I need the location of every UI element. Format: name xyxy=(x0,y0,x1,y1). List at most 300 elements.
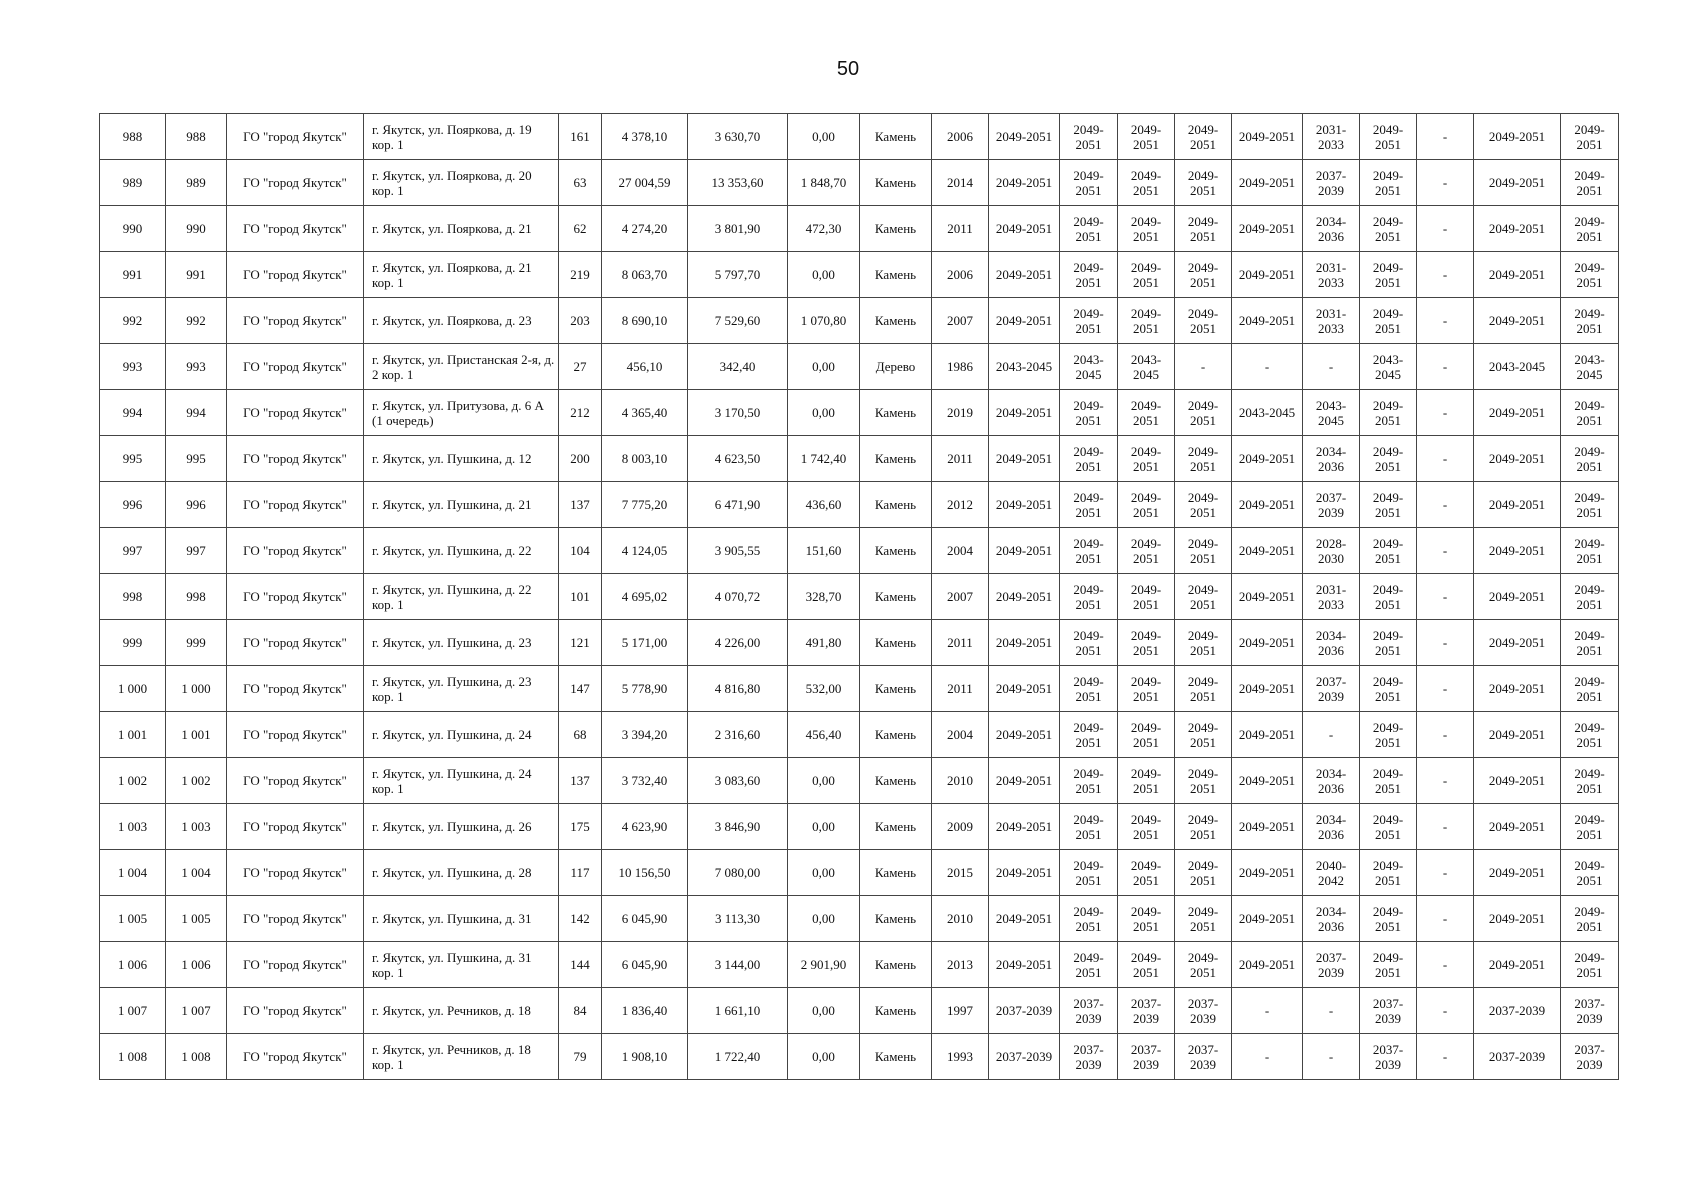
cell-wall-material: Камень xyxy=(860,390,932,436)
cell-registry-number: 989 xyxy=(166,160,227,206)
cell-nonresidential-area: 2 901,90 xyxy=(788,942,860,988)
cell-commissioning-year: 2006 xyxy=(932,114,989,160)
cell-row-index: 996 xyxy=(100,482,166,528)
cell-work-period-10: 2049-2051 xyxy=(1561,620,1619,666)
cell-work-period-3: 2049-2051 xyxy=(1118,896,1175,942)
cell-work-period-9: 2049-2051 xyxy=(1474,850,1561,896)
cell-wall-material: Камень xyxy=(860,896,932,942)
cell-municipality: ГО "город Якутск" xyxy=(227,758,364,804)
cell-work-period-8: - xyxy=(1417,666,1474,712)
cell-wall-material: Камень xyxy=(860,574,932,620)
cell-residents-count: 142 xyxy=(559,896,602,942)
cell-work-period-10: 2049-2051 xyxy=(1561,390,1619,436)
cell-work-period-6: - xyxy=(1303,1034,1360,1080)
cell-work-period-3: 2049-2051 xyxy=(1118,804,1175,850)
cell-work-period-4: 2049-2051 xyxy=(1175,252,1232,298)
cell-residents-count: 84 xyxy=(559,988,602,1034)
cell-residents-count: 137 xyxy=(559,758,602,804)
table-row xyxy=(100,620,1619,666)
cell-work-period-7: 2049-2051 xyxy=(1360,252,1417,298)
cell-work-period-1: 2049-2051 xyxy=(989,298,1060,344)
cell-work-period-7: 2043-2045 xyxy=(1360,344,1417,390)
cell-registry-number: 988 xyxy=(166,114,227,160)
cell-registry-number: 997 xyxy=(166,528,227,574)
cell-total-area: 27 004,59 xyxy=(602,160,688,206)
cell-work-period-4: - xyxy=(1175,344,1232,390)
cell-commissioning-year: 2019 xyxy=(932,390,989,436)
cell-nonresidential-area: 1 742,40 xyxy=(788,436,860,482)
cell-work-period-5: 2049-2051 xyxy=(1232,574,1303,620)
cell-work-period-10: 2049-2051 xyxy=(1561,712,1619,758)
cell-work-period-2: 2049-2051 xyxy=(1060,620,1118,666)
cell-address: г. Якутск, ул. Притузова, д. 6 А (1 очередь) xyxy=(364,390,559,436)
cell-work-period-6: 2031-2033 xyxy=(1303,574,1360,620)
cell-total-area: 4 124,05 xyxy=(602,528,688,574)
cell-work-period-2: 2049-2051 xyxy=(1060,574,1118,620)
cell-work-period-5: 2043-2045 xyxy=(1232,390,1303,436)
cell-work-period-3: 2049-2051 xyxy=(1118,390,1175,436)
cell-total-area: 8 003,10 xyxy=(602,436,688,482)
cell-work-period-6: 2034-2036 xyxy=(1303,436,1360,482)
cell-row-index: 988 xyxy=(100,114,166,160)
cell-work-period-3: 2049-2051 xyxy=(1118,160,1175,206)
cell-work-period-1: 2049-2051 xyxy=(989,114,1060,160)
cell-commissioning-year: 2004 xyxy=(932,712,989,758)
cell-wall-material: Камень xyxy=(860,758,932,804)
cell-wall-material: Камень xyxy=(860,666,932,712)
cell-residents-count: 79 xyxy=(559,1034,602,1080)
cell-nonresidential-area: 0,00 xyxy=(788,988,860,1034)
cell-total-area: 6 045,90 xyxy=(602,942,688,988)
cell-work-period-2: 2037-2039 xyxy=(1060,988,1118,1034)
cell-work-period-3: 2049-2051 xyxy=(1118,436,1175,482)
cell-work-period-6: 2037-2039 xyxy=(1303,942,1360,988)
table-row xyxy=(100,344,1619,390)
cell-total-area: 5 778,90 xyxy=(602,666,688,712)
cell-work-period-4: 2049-2051 xyxy=(1175,804,1232,850)
cell-nonresidential-area: 0,00 xyxy=(788,758,860,804)
cell-work-period-10: 2037-2039 xyxy=(1561,1034,1619,1080)
cell-residents-count: 147 xyxy=(559,666,602,712)
cell-work-period-8: - xyxy=(1417,160,1474,206)
cell-work-period-3: 2049-2051 xyxy=(1118,206,1175,252)
cell-address: г. Якутск, ул. Пояркова, д. 21 xyxy=(364,206,559,252)
table-row xyxy=(100,528,1619,574)
cell-work-period-9: 2049-2051 xyxy=(1474,390,1561,436)
cell-registry-number: 993 xyxy=(166,344,227,390)
cell-nonresidential-area: 0,00 xyxy=(788,114,860,160)
cell-nonresidential-area: 1 848,70 xyxy=(788,160,860,206)
cell-commissioning-year: 2011 xyxy=(932,436,989,482)
cell-work-period-3: 2049-2051 xyxy=(1118,574,1175,620)
cell-work-period-3: 2049-2051 xyxy=(1118,850,1175,896)
cell-work-period-5: 2049-2051 xyxy=(1232,528,1303,574)
cell-work-period-2: 2049-2051 xyxy=(1060,206,1118,252)
cell-work-period-1: 2049-2051 xyxy=(989,620,1060,666)
cell-work-period-9: 2037-2039 xyxy=(1474,1034,1561,1080)
cell-registry-number: 994 xyxy=(166,390,227,436)
cell-work-period-5: 2049-2051 xyxy=(1232,114,1303,160)
cell-nonresidential-area: 0,00 xyxy=(788,850,860,896)
cell-living-area: 5 797,70 xyxy=(688,252,788,298)
cell-work-period-1: 2049-2051 xyxy=(989,896,1060,942)
table-row xyxy=(100,574,1619,620)
cell-work-period-2: 2049-2051 xyxy=(1060,252,1118,298)
cell-wall-material: Камень xyxy=(860,206,932,252)
cell-nonresidential-area: 532,00 xyxy=(788,666,860,712)
cell-commissioning-year: 2006 xyxy=(932,252,989,298)
cell-work-period-3: 2049-2051 xyxy=(1118,252,1175,298)
cell-work-period-1: 2049-2051 xyxy=(989,574,1060,620)
cell-work-period-9: 2049-2051 xyxy=(1474,206,1561,252)
cell-nonresidential-area: 436,60 xyxy=(788,482,860,528)
cell-work-period-6: 2037-2039 xyxy=(1303,666,1360,712)
cell-work-period-10: 2049-2051 xyxy=(1561,252,1619,298)
cell-residents-count: 137 xyxy=(559,482,602,528)
cell-work-period-5: 2049-2051 xyxy=(1232,436,1303,482)
cell-work-period-10: 2049-2051 xyxy=(1561,758,1619,804)
cell-work-period-1: 2049-2051 xyxy=(989,206,1060,252)
cell-nonresidential-area: 151,60 xyxy=(788,528,860,574)
table-row xyxy=(100,758,1619,804)
cell-address: г. Якутск, ул. Пушкина, д. 31 xyxy=(364,896,559,942)
cell-address: г. Якутск, ул. Пушкина, д. 28 xyxy=(364,850,559,896)
cell-row-index: 1 003 xyxy=(100,804,166,850)
cell-work-period-9: 2049-2051 xyxy=(1474,436,1561,482)
cell-work-period-3: 2049-2051 xyxy=(1118,528,1175,574)
cell-address: г. Якутск, ул. Пушкина, д. 22 xyxy=(364,528,559,574)
cell-work-period-5: - xyxy=(1232,988,1303,1034)
cell-work-period-6: 2034-2036 xyxy=(1303,896,1360,942)
cell-work-period-8: - xyxy=(1417,620,1474,666)
cell-work-period-2: 2049-2051 xyxy=(1060,850,1118,896)
cell-living-area: 4 816,80 xyxy=(688,666,788,712)
cell-address: г. Якутск, ул. Пушкина, д. 26 xyxy=(364,804,559,850)
cell-work-period-9: 2049-2051 xyxy=(1474,482,1561,528)
cell-work-period-10: 2037-2039 xyxy=(1561,988,1619,1034)
cell-registry-number: 1 006 xyxy=(166,942,227,988)
cell-work-period-7: 2049-2051 xyxy=(1360,206,1417,252)
cell-work-period-1: 2049-2051 xyxy=(989,942,1060,988)
cell-work-period-2: 2043-2045 xyxy=(1060,344,1118,390)
cell-work-period-1: 2037-2039 xyxy=(989,1034,1060,1080)
cell-work-period-3: 2049-2051 xyxy=(1118,758,1175,804)
cell-work-period-6: 2034-2036 xyxy=(1303,758,1360,804)
cell-living-area: 13 353,60 xyxy=(688,160,788,206)
cell-work-period-8: - xyxy=(1417,344,1474,390)
cell-address: г. Якутск, ул. Пушкина, д. 22 кор. 1 xyxy=(364,574,559,620)
cell-work-period-2: 2049-2051 xyxy=(1060,390,1118,436)
cell-work-period-7: 2037-2039 xyxy=(1360,1034,1417,1080)
cell-work-period-9: 2049-2051 xyxy=(1474,758,1561,804)
cell-work-period-10: 2049-2051 xyxy=(1561,528,1619,574)
table-row xyxy=(100,804,1619,850)
cell-total-area: 5 171,00 xyxy=(602,620,688,666)
cell-work-period-2: 2049-2051 xyxy=(1060,712,1118,758)
table-row xyxy=(100,114,1619,160)
cell-total-area: 4 378,10 xyxy=(602,114,688,160)
cell-work-period-1: 2049-2051 xyxy=(989,666,1060,712)
cell-living-area: 7 529,60 xyxy=(688,298,788,344)
cell-address: г. Якутск, ул. Пушкина, д. 23 кор. 1 xyxy=(364,666,559,712)
cell-row-index: 1 007 xyxy=(100,988,166,1034)
cell-municipality: ГО "город Якутск" xyxy=(227,298,364,344)
cell-work-period-10: 2049-2051 xyxy=(1561,666,1619,712)
cell-registry-number: 992 xyxy=(166,298,227,344)
cell-work-period-9: 2049-2051 xyxy=(1474,298,1561,344)
cell-row-index: 1 002 xyxy=(100,758,166,804)
cell-registry-number: 998 xyxy=(166,574,227,620)
cell-nonresidential-area: 0,00 xyxy=(788,390,860,436)
cell-work-period-5: 2049-2051 xyxy=(1232,160,1303,206)
cell-total-area: 3 394,20 xyxy=(602,712,688,758)
cell-work-period-5: - xyxy=(1232,1034,1303,1080)
cell-work-period-5: 2049-2051 xyxy=(1232,804,1303,850)
cell-residents-count: 101 xyxy=(559,574,602,620)
cell-row-index: 1 004 xyxy=(100,850,166,896)
cell-work-period-6: - xyxy=(1303,344,1360,390)
cell-municipality: ГО "город Якутск" xyxy=(227,160,364,206)
cell-work-period-2: 2037-2039 xyxy=(1060,1034,1118,1080)
cell-commissioning-year: 1993 xyxy=(932,1034,989,1080)
cell-residents-count: 212 xyxy=(559,390,602,436)
table-row xyxy=(100,436,1619,482)
cell-residents-count: 200 xyxy=(559,436,602,482)
cell-municipality: ГО "город Якутск" xyxy=(227,712,364,758)
cell-work-period-4: 2049-2051 xyxy=(1175,712,1232,758)
cell-commissioning-year: 2007 xyxy=(932,298,989,344)
table-row xyxy=(100,298,1619,344)
cell-work-period-3: 2049-2051 xyxy=(1118,482,1175,528)
cell-municipality: ГО "город Якутск" xyxy=(227,942,364,988)
cell-work-period-9: 2049-2051 xyxy=(1474,712,1561,758)
cell-work-period-4: 2049-2051 xyxy=(1175,620,1232,666)
cell-work-period-5: - xyxy=(1232,344,1303,390)
cell-work-period-7: 2049-2051 xyxy=(1360,528,1417,574)
cell-address: г. Якутск, ул. Пояркова, д. 23 xyxy=(364,298,559,344)
cell-address: г. Якутск, ул. Пояркова, д. 20 кор. 1 xyxy=(364,160,559,206)
cell-row-index: 1 000 xyxy=(100,666,166,712)
cell-work-period-4: 2049-2051 xyxy=(1175,482,1232,528)
cell-row-index: 992 xyxy=(100,298,166,344)
cell-address: г. Якутск, ул. Пушкина, д. 31 кор. 1 xyxy=(364,942,559,988)
cell-work-period-6: 2037-2039 xyxy=(1303,482,1360,528)
cell-work-period-7: 2049-2051 xyxy=(1360,666,1417,712)
cell-work-period-8: - xyxy=(1417,390,1474,436)
cell-work-period-7: 2037-2039 xyxy=(1360,988,1417,1034)
cell-wall-material: Дерево xyxy=(860,344,932,390)
cell-work-period-9: 2049-2051 xyxy=(1474,666,1561,712)
cell-commissioning-year: 2010 xyxy=(932,758,989,804)
cell-work-period-4: 2049-2051 xyxy=(1175,850,1232,896)
cell-work-period-10: 2049-2051 xyxy=(1561,804,1619,850)
cell-work-period-8: - xyxy=(1417,206,1474,252)
cell-nonresidential-area: 472,30 xyxy=(788,206,860,252)
cell-work-period-3: 2037-2039 xyxy=(1118,1034,1175,1080)
cell-registry-number: 995 xyxy=(166,436,227,482)
cell-living-area: 1 661,10 xyxy=(688,988,788,1034)
cell-work-period-10: 2049-2051 xyxy=(1561,114,1619,160)
cell-work-period-8: - xyxy=(1417,574,1474,620)
cell-work-period-7: 2049-2051 xyxy=(1360,160,1417,206)
cell-work-period-4: 2049-2051 xyxy=(1175,896,1232,942)
cell-wall-material: Камень xyxy=(860,988,932,1034)
cell-work-period-1: 2049-2051 xyxy=(989,712,1060,758)
cell-work-period-1: 2049-2051 xyxy=(989,804,1060,850)
cell-living-area: 2 316,60 xyxy=(688,712,788,758)
cell-work-period-8: - xyxy=(1417,942,1474,988)
cell-commissioning-year: 2011 xyxy=(932,206,989,252)
cell-total-area: 8 690,10 xyxy=(602,298,688,344)
table-row xyxy=(100,252,1619,298)
cell-work-period-2: 2049-2051 xyxy=(1060,436,1118,482)
cell-total-area: 4 365,40 xyxy=(602,390,688,436)
cell-total-area: 4 695,02 xyxy=(602,574,688,620)
cell-address: г. Якутск, ул. Речников, д. 18 кор. 1 xyxy=(364,1034,559,1080)
cell-nonresidential-area: 1 070,80 xyxy=(788,298,860,344)
cell-living-area: 3 170,50 xyxy=(688,390,788,436)
cell-work-period-6: - xyxy=(1303,712,1360,758)
page-number: 50 xyxy=(836,58,860,80)
cell-municipality: ГО "город Якутск" xyxy=(227,390,364,436)
cell-nonresidential-area: 491,80 xyxy=(788,620,860,666)
cell-work-period-8: - xyxy=(1417,482,1474,528)
housing-registry-table xyxy=(99,113,1619,1080)
cell-registry-number: 991 xyxy=(166,252,227,298)
cell-work-period-6: 2034-2036 xyxy=(1303,206,1360,252)
cell-address: г. Якутск, ул. Пушкина, д. 21 xyxy=(364,482,559,528)
cell-residents-count: 144 xyxy=(559,942,602,988)
cell-work-period-4: 2037-2039 xyxy=(1175,988,1232,1034)
cell-work-period-9: 2049-2051 xyxy=(1474,804,1561,850)
cell-municipality: ГО "город Якутск" xyxy=(227,436,364,482)
cell-registry-number: 1 004 xyxy=(166,850,227,896)
cell-work-period-7: 2049-2051 xyxy=(1360,942,1417,988)
cell-work-period-9: 2049-2051 xyxy=(1474,574,1561,620)
cell-work-period-8: - xyxy=(1417,804,1474,850)
cell-living-area: 4 623,50 xyxy=(688,436,788,482)
cell-work-period-4: 2049-2051 xyxy=(1175,666,1232,712)
cell-commissioning-year: 2015 xyxy=(932,850,989,896)
cell-work-period-10: 2049-2051 xyxy=(1561,574,1619,620)
table-row xyxy=(100,942,1619,988)
cell-work-period-4: 2049-2051 xyxy=(1175,298,1232,344)
cell-living-area: 3 144,00 xyxy=(688,942,788,988)
cell-row-index: 1 005 xyxy=(100,896,166,942)
cell-work-period-7: 2049-2051 xyxy=(1360,574,1417,620)
cell-wall-material: Камень xyxy=(860,436,932,482)
cell-work-period-4: 2049-2051 xyxy=(1175,160,1232,206)
cell-work-period-2: 2049-2051 xyxy=(1060,160,1118,206)
cell-work-period-9: 2049-2051 xyxy=(1474,252,1561,298)
cell-work-period-5: 2049-2051 xyxy=(1232,942,1303,988)
cell-nonresidential-area: 0,00 xyxy=(788,252,860,298)
cell-work-period-10: 2049-2051 xyxy=(1561,942,1619,988)
cell-work-period-7: 2049-2051 xyxy=(1360,758,1417,804)
cell-work-period-4: 2049-2051 xyxy=(1175,206,1232,252)
cell-municipality: ГО "город Якутск" xyxy=(227,1034,364,1080)
cell-work-period-7: 2049-2051 xyxy=(1360,482,1417,528)
cell-work-period-2: 2049-2051 xyxy=(1060,758,1118,804)
cell-work-period-1: 2049-2051 xyxy=(989,160,1060,206)
cell-work-period-2: 2049-2051 xyxy=(1060,114,1118,160)
cell-work-period-5: 2049-2051 xyxy=(1232,298,1303,344)
cell-registry-number: 1 001 xyxy=(166,712,227,758)
cell-commissioning-year: 2014 xyxy=(932,160,989,206)
cell-work-period-6: 2031-2033 xyxy=(1303,252,1360,298)
cell-work-period-8: - xyxy=(1417,712,1474,758)
cell-nonresidential-area: 328,70 xyxy=(788,574,860,620)
cell-work-period-2: 2049-2051 xyxy=(1060,942,1118,988)
cell-registry-number: 1 005 xyxy=(166,896,227,942)
cell-municipality: ГО "город Якутск" xyxy=(227,482,364,528)
cell-row-index: 991 xyxy=(100,252,166,298)
cell-work-period-5: 2049-2051 xyxy=(1232,482,1303,528)
cell-nonresidential-area: 0,00 xyxy=(788,1034,860,1080)
cell-work-period-10: 2049-2051 xyxy=(1561,850,1619,896)
cell-commissioning-year: 1986 xyxy=(932,344,989,390)
table-row xyxy=(100,482,1619,528)
cell-work-period-9: 2037-2039 xyxy=(1474,988,1561,1034)
cell-municipality: ГО "город Якутск" xyxy=(227,850,364,896)
cell-wall-material: Камень xyxy=(860,482,932,528)
cell-registry-number: 1 007 xyxy=(166,988,227,1034)
table-row xyxy=(100,1034,1619,1080)
cell-residents-count: 62 xyxy=(559,206,602,252)
cell-work-period-8: - xyxy=(1417,298,1474,344)
cell-work-period-10: 2043-2045 xyxy=(1561,344,1619,390)
table-body xyxy=(100,114,1619,1080)
cell-work-period-2: 2049-2051 xyxy=(1060,528,1118,574)
cell-living-area: 3 113,30 xyxy=(688,896,788,942)
cell-total-area: 1 836,40 xyxy=(602,988,688,1034)
table-row xyxy=(100,896,1619,942)
cell-work-period-6: - xyxy=(1303,988,1360,1034)
cell-work-period-10: 2049-2051 xyxy=(1561,160,1619,206)
cell-residents-count: 68 xyxy=(559,712,602,758)
table-row xyxy=(100,390,1619,436)
cell-work-period-3: 2049-2051 xyxy=(1118,942,1175,988)
cell-living-area: 3 083,60 xyxy=(688,758,788,804)
cell-work-period-4: 2049-2051 xyxy=(1175,942,1232,988)
cell-work-period-4: 2049-2051 xyxy=(1175,114,1232,160)
cell-work-period-8: - xyxy=(1417,896,1474,942)
cell-total-area: 3 732,40 xyxy=(602,758,688,804)
cell-work-period-7: 2049-2051 xyxy=(1360,896,1417,942)
cell-wall-material: Камень xyxy=(860,712,932,758)
cell-row-index: 995 xyxy=(100,436,166,482)
cell-work-period-10: 2049-2051 xyxy=(1561,896,1619,942)
cell-living-area: 4 070,72 xyxy=(688,574,788,620)
cell-commissioning-year: 2013 xyxy=(932,942,989,988)
cell-residents-count: 203 xyxy=(559,298,602,344)
cell-wall-material: Камень xyxy=(860,1034,932,1080)
cell-work-period-2: 2049-2051 xyxy=(1060,804,1118,850)
table-row xyxy=(100,160,1619,206)
cell-row-index: 989 xyxy=(100,160,166,206)
cell-address: г. Якутск, ул. Пристанская 2-я, д. 2 кор. 1 xyxy=(364,344,559,390)
cell-work-period-9: 2049-2051 xyxy=(1474,528,1561,574)
cell-municipality: ГО "город Якутск" xyxy=(227,114,364,160)
cell-row-index: 997 xyxy=(100,528,166,574)
cell-address: г. Якутск, ул. Речников, д. 18 xyxy=(364,988,559,1034)
cell-municipality: ГО "город Якутск" xyxy=(227,804,364,850)
cell-residents-count: 219 xyxy=(559,252,602,298)
cell-row-index: 1 001 xyxy=(100,712,166,758)
cell-wall-material: Камень xyxy=(860,620,932,666)
table-row xyxy=(100,850,1619,896)
cell-work-period-1: 2049-2051 xyxy=(989,482,1060,528)
